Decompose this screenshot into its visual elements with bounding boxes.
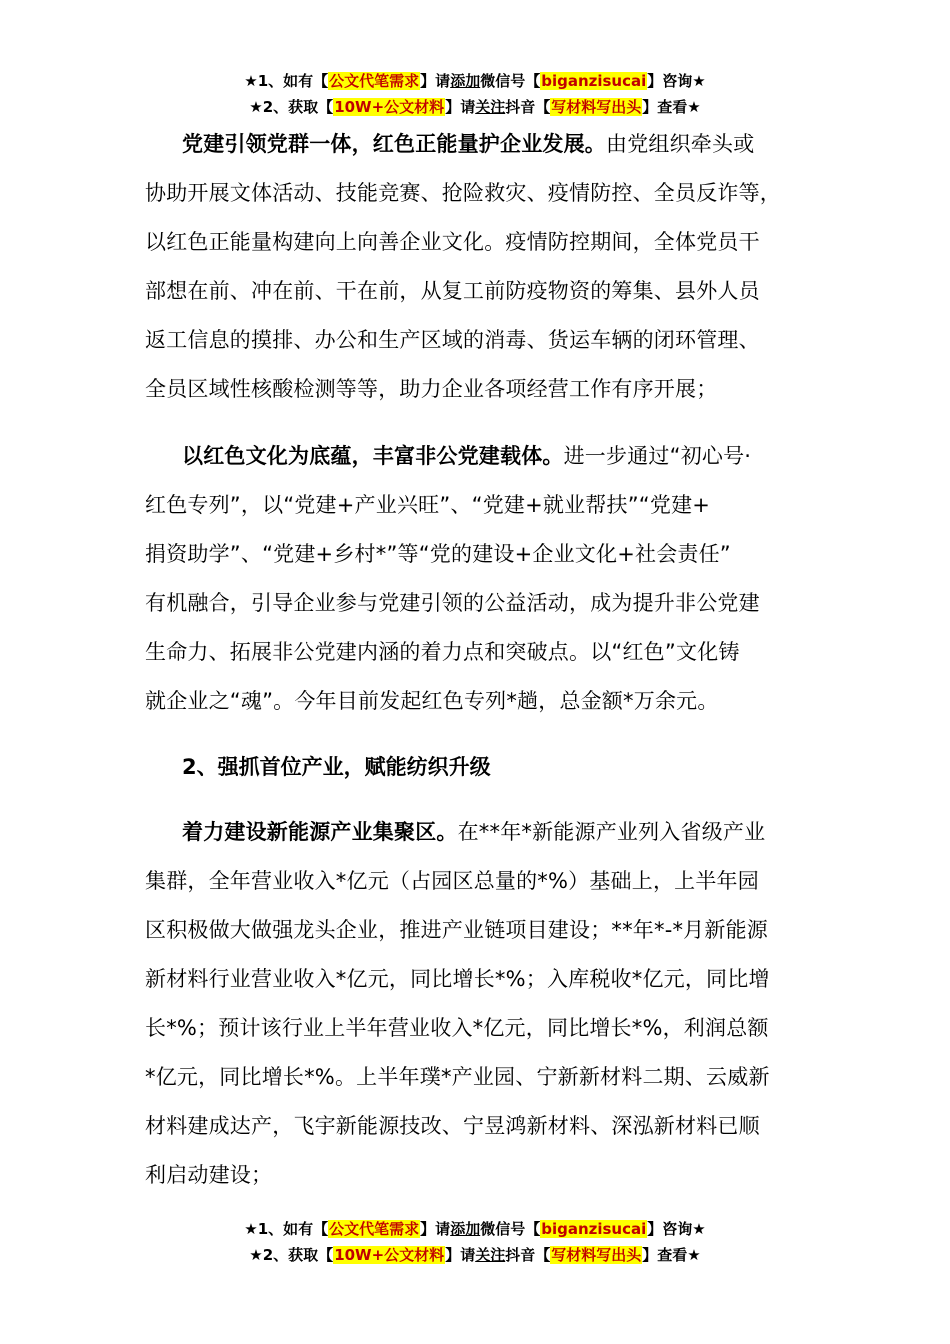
banner-text: 】咨询★ (647, 72, 706, 90)
highlight-wechat-id: biganzisucai (541, 72, 647, 90)
top-banner (0, 68, 950, 120)
paragraph-2 (145, 432, 835, 726)
highlight-douyin: 写材料写出头 (551, 98, 642, 116)
underlined-text: 添加 (450, 1220, 481, 1238)
highlight-materials: 10W+公文材料 (334, 98, 445, 116)
paragraph-line: 以红色正能量构建向上向善企业文化。疫情防控期间，全体党员干 (145, 230, 760, 254)
banner-text: 】请 (420, 1220, 451, 1238)
banner-line-2 (0, 1242, 950, 1268)
banner-text: 】请 (420, 72, 451, 90)
highlight-service: 公文代笔需求 (329, 72, 420, 90)
paragraph-line (145, 808, 835, 857)
banner-text: ★1、如有【 (244, 1220, 329, 1238)
paragraph-line: *亿元，同比增长*%。上半年璞*产业园、宁新新材料二期、云威新 (145, 1065, 770, 1089)
banner-text: 抖音【 (505, 98, 551, 116)
paragraph-lead: 以红色文化为底蕴，丰富非公党建载体。 (182, 444, 564, 468)
banner-text: ★2、获取【 (249, 98, 334, 116)
paragraph-line: 长*%；预计该行业上半年营业收入*亿元，同比增长*%，利润总额 (145, 1016, 769, 1040)
paragraph-text: 进一步通过“初心号· (563, 444, 752, 468)
banner-text: 微信号【 (480, 1220, 541, 1238)
bottom-banner (0, 1216, 950, 1268)
paragraph-line: 集群，全年营业收入*亿元（占园区总量的*%）基础上，上半年园 (145, 869, 759, 893)
paragraph-1 (145, 120, 835, 414)
paragraph-line: 就企业之“魂”。今年目前发起红色专列*趟，总金额*万余元。 (145, 689, 719, 713)
banner-text: ★2、获取【 (249, 1246, 334, 1264)
paragraph-line (145, 432, 835, 481)
banner-text: 】查看★ (642, 98, 701, 116)
highlight-douyin: 写材料写出头 (551, 1246, 642, 1264)
paragraph-line: 协助开展文体活动、技能竞赛、抢险救灾、疫情防控、全员反诈等， (145, 181, 781, 205)
paragraph-line (145, 120, 835, 169)
paragraph-line: 捐资助学”、“党建+乡村*”等“党的建设+企业文化+社会责任” (145, 542, 731, 566)
underlined-text: 关注 (475, 98, 506, 116)
paragraph-lead: 着力建设新能源产业集聚区。 (182, 820, 458, 844)
banner-line-2 (0, 94, 950, 120)
paragraph-text: 在**年*新能源产业列入省级产业 (457, 820, 766, 844)
underlined-text: 关注 (475, 1246, 506, 1264)
banner-text: 】请 (445, 98, 476, 116)
banner-text: 】请 (445, 1246, 476, 1264)
banner-line-1 (0, 68, 950, 94)
highlight-service: 公文代笔需求 (329, 1220, 420, 1238)
banner-text: 】查看★ (642, 1246, 701, 1264)
paragraph-line: 区积极做大做强龙头企业，推进产业链项目建设；**年*-*月新能源 (145, 918, 768, 942)
paragraph-line: 红色专列”，以“党建+产业兴旺”、“党建+就业帮扶”“党建+ (145, 493, 711, 517)
paragraph-line: 材料建成达产，飞宇新能源技改、宁昱鸿新材料、深泓新材料已顺 (145, 1114, 760, 1138)
highlight-wechat-id: biganzisucai (541, 1220, 647, 1238)
paragraph-text: 由党组织牵头或 (606, 132, 755, 156)
banner-line-1 (0, 1216, 950, 1242)
banner-text: 微信号【 (480, 72, 541, 90)
banner-text: 抖音【 (505, 1246, 551, 1264)
paragraph-line: 全员区域性核酸检测等等，助力企业各项经营工作有序开展； (145, 377, 718, 401)
paragraph-line: 返工信息的摸排、办公和生产区域的消毒、货运车辆的闭环管理、 (145, 328, 760, 352)
paragraph-line: 有机融合，引导企业参与党建引领的公益活动，成为提升非公党建 (145, 591, 760, 615)
banner-text: 】咨询★ (647, 1220, 706, 1238)
paragraph-lead: 党建引领党群一体，红色正能量护企业发展。 (182, 132, 606, 156)
banner-text: ★1、如有【 (244, 72, 329, 90)
underlined-text: 添加 (450, 72, 481, 90)
highlight-materials: 10W+公文材料 (334, 1246, 445, 1264)
paragraph-line: 生命力、拓展非公党建内涵的着力点和突破点。以“红色”文化铸 (145, 640, 740, 664)
paragraph-line: 新材料行业营业收入*亿元，同比增长*%；入库税收*亿元，同比增 (145, 967, 770, 991)
paragraph-line: 利启动建设； (145, 1163, 273, 1187)
paragraph-line: 部想在前、冲在前、干在前，从复工前防疫物资的筹集、县外人员 (145, 279, 760, 303)
paragraph-3 (145, 808, 835, 1200)
section-heading: 2、强抓首位产业，赋能纺织升级 (182, 755, 491, 779)
